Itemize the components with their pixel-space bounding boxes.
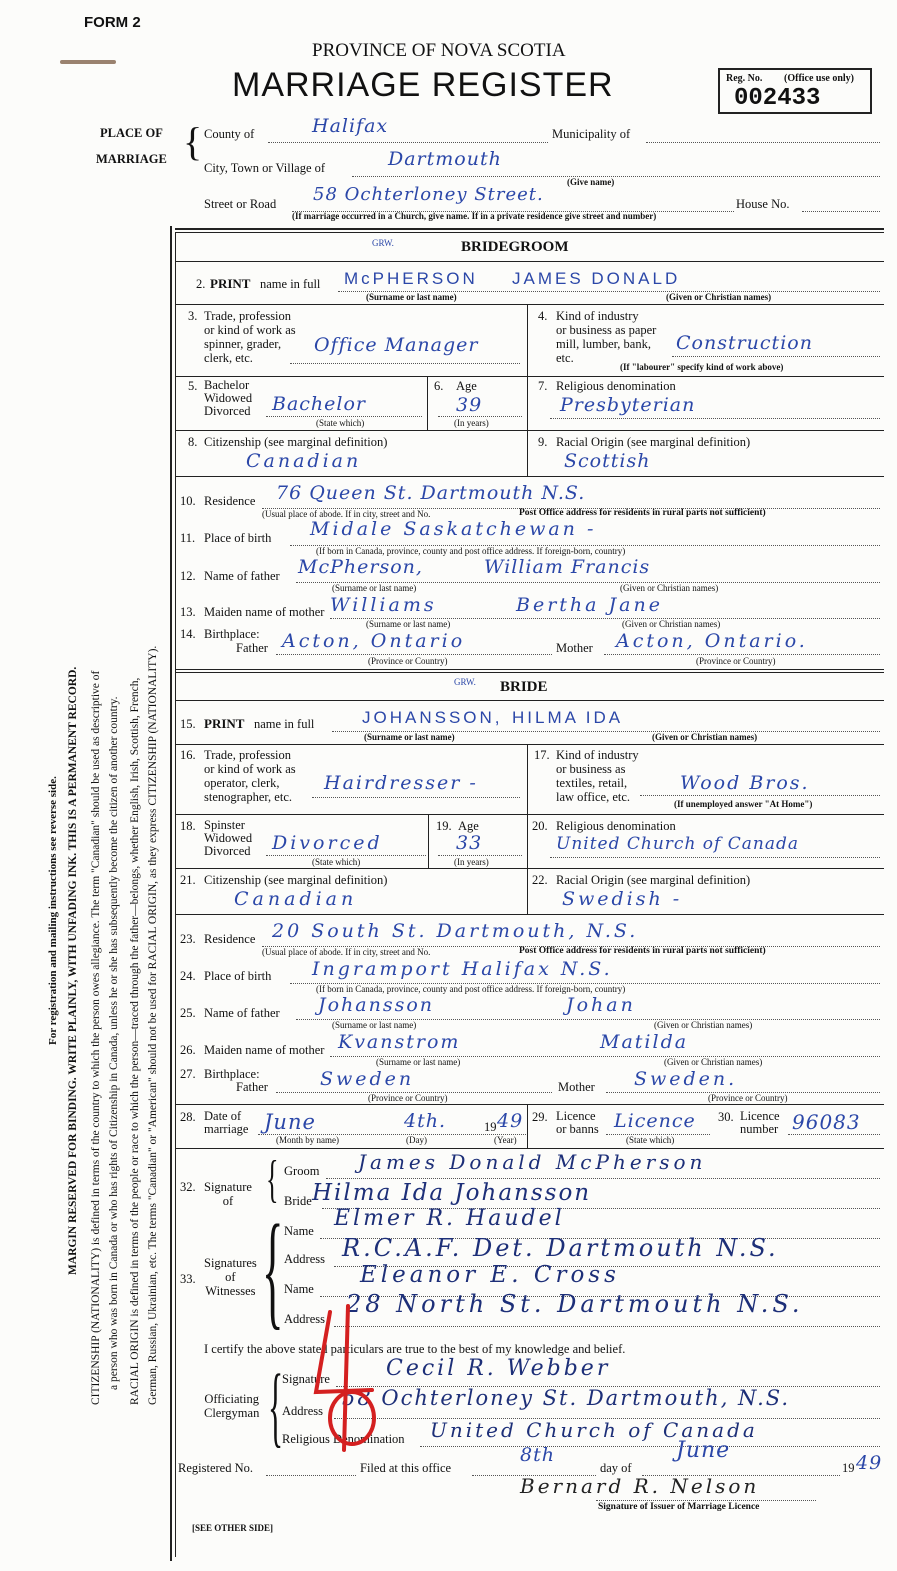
bride-father-label: Name of father	[204, 1006, 280, 1020]
groom-status-value: Bachelor	[272, 393, 367, 415]
groom-citizenship-value: Canadian	[246, 450, 362, 472]
bride-father-given: Johan	[566, 994, 636, 1016]
bride-n26: 26.	[180, 1043, 196, 1057]
marriage-year: 49	[497, 1110, 524, 1132]
w1-name-signature: Elmer R. Haudel	[334, 1206, 565, 1231]
bride-signature: Hilma Ida Johansson	[312, 1180, 592, 1206]
groom-mother-label: Maiden name of mother	[204, 605, 325, 619]
groom-birthplace-label: Place of birth	[204, 531, 272, 545]
groom-surname-caption: (Surname or last name)	[366, 292, 457, 302]
province-title: PROVINCE OF NOVA SCOTIA	[312, 40, 566, 61]
groom-trade-value: Office Manager	[314, 334, 479, 356]
margin-def-1: CITIZENSHIP (NATIONALITY) is defined in terms of the country to which the person owes allegiance. The term "Canadian" should be used as descriptive of	[90, 670, 102, 1405]
marriage-label: MARRIAGE	[96, 152, 167, 166]
sig-n32: 32.	[180, 1180, 196, 1194]
groom-n12: 12.	[180, 569, 196, 583]
marriage-day-caption: (Day)	[406, 1135, 427, 1145]
groom-father-given-caption: (Given or Christian names)	[620, 583, 719, 593]
bride-birthplace-value: Ingramport Halifax N.S.	[312, 958, 613, 980]
bride-n15: 15.	[180, 717, 196, 731]
bride-father-given-caption: (Given or Christian names)	[654, 1020, 753, 1030]
groom-residence-value: 76 Queen St. Dartmouth N.S.	[276, 482, 586, 504]
bride-religion-label: Religious denomination	[556, 819, 676, 833]
place-of-label: PLACE OF	[100, 126, 163, 140]
bride-citizenship-value: Canadian	[234, 888, 358, 910]
sig-brace: {	[266, 1151, 279, 1208]
clergy-label: Officiating Clergyman	[204, 1392, 260, 1420]
give-name-caption: (Give name)	[567, 177, 615, 187]
groom-industry-value: Construction	[676, 332, 813, 354]
marriage-n28: 28.	[180, 1110, 196, 1124]
bride-grw-note: GRW.	[454, 677, 476, 687]
bride-status-label: Spinster Widowed Divorced	[204, 818, 253, 858]
clergy-address-label: Address	[282, 1404, 323, 1418]
groom-father-surname-caption: (Surname or last name)	[332, 583, 417, 593]
groom-age-value: 39	[456, 394, 483, 416]
red-annotation-mark	[300, 1300, 390, 1465]
groom-n3: 3.	[188, 309, 198, 323]
reg-note: (Office use only)	[784, 73, 854, 84]
groom-grw-note: GRW.	[372, 238, 394, 248]
registered-label: Registered No.	[178, 1461, 253, 1475]
groom-industry-label: Kind of industry or business as paper mill, lumber, bank, etc.	[556, 309, 657, 365]
street-label: Street or Road	[204, 197, 277, 211]
groom-mother-surname-caption: (Surname or last name)	[366, 619, 451, 629]
bride-mother-surname: Kvanstrom	[338, 1031, 461, 1053]
groom-given-caption: (Given or Christian names)	[666, 292, 772, 302]
clergy-denomination: United Church of Canada	[430, 1418, 758, 1442]
groom-bp-mother-label: Mother	[556, 641, 593, 655]
marriage-licence-value: Licence	[614, 1110, 696, 1132]
bride-mother-given: Matilda	[600, 1031, 689, 1053]
groom-name-full-label: name in full	[260, 277, 321, 291]
bride-industry-label: Kind of industry or business as textiles, retail, law office, etc.	[556, 748, 639, 804]
bride-name-full-label: name in full	[254, 717, 315, 731]
marriage-licence-number: 96083	[792, 1110, 861, 1134]
bride-usual-abode: (Usual place of abode. If in city, street and No.	[262, 947, 431, 957]
sig-label: Signature of	[204, 1180, 252, 1208]
groom-religion-value: Presbyterian	[560, 394, 696, 416]
bride-bp-mother-caption: (Province or Country)	[708, 1093, 788, 1103]
groom-n7: 7.	[538, 379, 548, 393]
groom-signature: James Donald McPherson	[358, 1150, 707, 1174]
bride-industry-value: Wood Bros.	[680, 772, 810, 794]
place-brace: {	[183, 119, 203, 164]
municipality-label: Municipality of	[552, 127, 631, 141]
groom-bp-mother-value: Acton, Ontario.	[616, 630, 808, 652]
marriage-month: June	[264, 1110, 316, 1134]
w2-address-signature: 28 North St. Dartmouth N.S.	[346, 1290, 804, 1318]
filed-year-prefix: 19	[842, 1461, 855, 1475]
bride-citizenship-label: Citizenship (see marginal definition)	[204, 873, 388, 887]
groom-n4: 4.	[538, 309, 548, 323]
groom-residence-label: Residence	[204, 494, 256, 508]
reg-number: 002433	[734, 85, 821, 112]
clergy-address: 58 Ochterloney St. Dartmouth, N.S.	[342, 1386, 791, 1410]
reg-box	[718, 68, 872, 114]
bride-n19: 19.	[436, 819, 452, 833]
bride-bp-mother-label: Mother	[558, 1080, 595, 1094]
groom-father-label: Name of father	[204, 569, 280, 583]
margin-instructions: For registration and mailing instructions see reverse side.	[47, 776, 59, 1045]
county-label: County of	[204, 127, 255, 141]
filed-year: 49	[856, 1452, 883, 1474]
bride-n21: 21.	[180, 873, 196, 887]
w2-name-signature: Eleanor E. Cross	[360, 1262, 620, 1288]
bride-state-which: (State which)	[312, 857, 361, 867]
marriage-year-prefix: 19	[484, 1120, 497, 1134]
groom-bp-mother-caption: (Province or Country)	[696, 656, 776, 666]
issuer-signature: Bernard R. Nelson	[520, 1474, 760, 1498]
groom-racial-label: Racial Origin (see marginal definition)	[556, 435, 751, 449]
bride-father-surname-caption: (Surname or last name)	[332, 1020, 417, 1030]
marriage-day: 4th.	[404, 1110, 446, 1132]
groom-usual-abode: (Usual place of abode. If in city, street and No.	[262, 509, 431, 519]
groom-n13: 13.	[180, 605, 196, 619]
groom-surname: McPHERSON	[344, 269, 478, 288]
bride-n23: 23.	[180, 932, 196, 946]
county-value: Halifax	[312, 115, 389, 137]
groom-birthplace-value: Midale Saskatchewan -	[310, 518, 597, 540]
groom-industry-note: (If "labourer" specify kind of work above)	[620, 362, 784, 372]
day-of-label: day of	[600, 1461, 632, 1475]
bride-surname-caption: (Surname or last name)	[364, 732, 455, 742]
bride-n20: 20.	[532, 819, 548, 833]
bride-n25: 25.	[180, 1006, 196, 1020]
bride-mother-given-caption: (Given or Christian names)	[664, 1057, 763, 1067]
bride-bp-father-label: Father	[236, 1080, 268, 1094]
clergy-religious-label: Religious Denomination	[282, 1432, 405, 1446]
w1-address-signature: R.C.A.F. Det. Dartmouth N.S.	[342, 1234, 779, 1262]
scan-mark	[60, 60, 116, 64]
groom-father-surname: McPherson,	[298, 556, 423, 578]
groom-bp-father-value: Acton, Ontario	[282, 630, 466, 652]
bride-age-value: 33	[456, 832, 483, 854]
groom-racial-value: Scottish	[564, 450, 651, 472]
filed-day: 8th	[520, 1444, 555, 1466]
w1-name-label: Name	[284, 1224, 314, 1238]
bride-racial-label: Racial Origin (see marginal definition)	[556, 873, 751, 887]
groom-bp-label: Birthplace:	[204, 627, 260, 641]
groom-status-label: Bachelor Widowed Divorced	[204, 378, 253, 418]
groom-state-which: (State which)	[316, 418, 365, 428]
bride-religion-value: United Church of Canada	[556, 834, 799, 854]
page-title: MARRIAGE REGISTER	[232, 66, 614, 104]
groom-bp-father-caption: (Province or Country)	[368, 656, 448, 666]
marriage-n30: 30.	[718, 1110, 734, 1124]
marriage-licence-no-label: Licence number	[740, 1109, 780, 1136]
bride-mother-label: Maiden name of mother	[204, 1043, 325, 1057]
sig-n33: 33.	[180, 1272, 196, 1286]
w2-name-label: Name	[284, 1282, 314, 1296]
groom-citizenship-label: Citizenship (see marginal definition)	[204, 435, 388, 449]
street-value: 58 Ochterloney Street.	[313, 184, 544, 205]
city-label: City, Town or Village of	[204, 161, 326, 175]
groom-sig-label: Groom	[284, 1164, 320, 1178]
clergy-brace: {	[268, 1357, 284, 1456]
groom-n5: 5.	[188, 379, 198, 393]
witness-brace: {	[262, 1199, 284, 1341]
bride-bp-father-value: Sweden	[320, 1068, 415, 1090]
bride-given-caption: (Given or Christian names)	[652, 732, 758, 742]
bride-bp-label: Birthplace:	[204, 1067, 260, 1081]
bride-in-years: (In years)	[454, 857, 489, 867]
house-label: House No.	[736, 197, 790, 211]
bride-residence-label: Residence	[204, 932, 256, 946]
groom-age-label: Age	[456, 379, 477, 393]
bride-born-note: (If born in Canada, province, county and post office address. If foreign-born, country)	[316, 984, 626, 994]
bride-status-value: Divorced	[272, 832, 383, 854]
groom-mother-given: Bertha Jane	[516, 594, 663, 616]
bride-father-surname: Johansson	[318, 994, 435, 1016]
groom-born-note: (If born in Canada, province, county and post office address. If foreign-born, country)	[316, 546, 626, 556]
w1-address-label: Address	[284, 1252, 325, 1266]
bride-n27: 27.	[180, 1067, 196, 1081]
marriage-n29: 29.	[532, 1110, 548, 1124]
bride-bp-mother-value: Sweden.	[634, 1068, 738, 1090]
bride-n18: 18.	[180, 819, 196, 833]
groom-n9: 9.	[538, 435, 548, 449]
certify-text: I certify the above stated particulars are true to the best of my knowledge and belief.	[204, 1342, 626, 1356]
city-value: Dartmouth	[388, 148, 502, 170]
margin-def-4: German, Russian, Ukrainian, etc. The terms "Canadian" or "American" should not be used for RACIAL ORIGIN, as they express CITIZENSHIP (NATIONALITY).	[147, 645, 159, 1405]
bride-sig-label: Bride	[284, 1194, 312, 1208]
bride-residence-value: 20 South St. Dartmouth, N.S.	[272, 920, 639, 942]
groom-n10: 10.	[180, 494, 196, 508]
bride-birthplace-label: Place of birth	[204, 969, 272, 983]
filed-month: June	[676, 1438, 731, 1463]
bride-age-label: Age	[458, 819, 479, 833]
groom-n6: 6.	[434, 379, 444, 393]
groom-bp-father-label: Father	[236, 641, 268, 655]
groom-n8: 8.	[188, 435, 198, 449]
bride-given-names: HILMA IDA	[512, 708, 624, 727]
margin-def-3: RACIAL ORIGIN is defined in terms of the people or race to which the person—traced through the father—belongs, whether English, Irish, Scottish, French,	[129, 677, 141, 1405]
bride-trade-value: Hairdresser -	[324, 772, 478, 794]
clergy-signature-label: Signature	[282, 1372, 330, 1386]
groom-in-years: (In years)	[454, 418, 489, 428]
bride-n17: 17.	[534, 748, 550, 762]
bride-po-note: Post Office address for residents in rural parts not sufficient)	[519, 946, 766, 956]
street-note: (If marriage occurred in a Church, give name. If in a private residence give street and number)	[292, 211, 657, 221]
bride-n22: 22.	[532, 873, 548, 887]
margin-def-2: a person who was born in Canada or who has rights of Citizenship in Canada, unless he or she has subsequently become the citizen of another country.	[108, 696, 120, 1390]
bride-n16: 16.	[180, 748, 196, 762]
bride-racial-value: Swedish -	[562, 888, 683, 910]
marriage-licence-label: Licence or banns	[556, 1109, 599, 1136]
bride-mother-surname-caption: (Surname or last name)	[376, 1057, 461, 1067]
marriage-month-caption: (Month by name)	[276, 1135, 339, 1145]
see-other-side: [SEE OTHER SIDE]	[192, 1523, 274, 1533]
clergy-signature: Cecil R. Webber	[386, 1356, 611, 1381]
groom-religion-label: Religious denomination	[556, 379, 676, 393]
issuer-label: Signature of Issuer of Marriage Licence	[598, 1502, 760, 1512]
groom-given-names: JAMES DONALD	[512, 269, 681, 288]
groom-print-label: PRINT	[210, 276, 251, 291]
reg-label: Reg. No.	[726, 73, 763, 84]
groom-mother-surname: Williams	[330, 594, 437, 616]
bride-surname: JOHANSSON,	[362, 708, 503, 727]
groom-father-given: William Francis	[484, 556, 651, 578]
bridegroom-heading: BRIDEGROOM	[461, 239, 569, 255]
marriage-state-which: (State which)	[626, 1135, 675, 1145]
groom-n2: 2.	[196, 277, 206, 291]
form-label: FORM 2	[84, 14, 141, 31]
bride-heading: BRIDE	[500, 679, 548, 695]
groom-n11: 11.	[180, 531, 196, 545]
marriage-date-label: Date of marriage	[204, 1109, 249, 1136]
groom-po-note: Post Office address for residents in rural parts not sufficient)	[519, 508, 766, 518]
bride-print-label: PRINT	[204, 716, 245, 731]
marriage-year-caption: (Year)	[494, 1135, 517, 1145]
groom-trade-label: Trade, profession or kind of work as spinner, grader, clerk, etc.	[204, 309, 296, 365]
bride-industry-note: (If unemployed answer "At Home")	[674, 799, 813, 809]
witness-label: Signatures of Witnesses	[204, 1256, 257, 1298]
groom-mother-given-caption: (Given or Christian names)	[622, 619, 721, 629]
filed-label: Filed at this office	[360, 1461, 452, 1475]
bride-bp-father-caption: (Province or Country)	[368, 1093, 448, 1103]
w2-address-label: Address	[284, 1312, 325, 1326]
groom-n14: 14.	[180, 627, 196, 641]
margin-binding: MARGIN RESERVED FOR BINDING. WRITE PLAINLY, WITH UNFADING INK. THIS IS A PERMANENT RECORD.	[67, 666, 79, 1275]
bride-trade-label: Trade, profession or kind of work as operator, clerk, stenographer, etc.	[204, 748, 296, 804]
bride-n24: 24.	[180, 969, 196, 983]
